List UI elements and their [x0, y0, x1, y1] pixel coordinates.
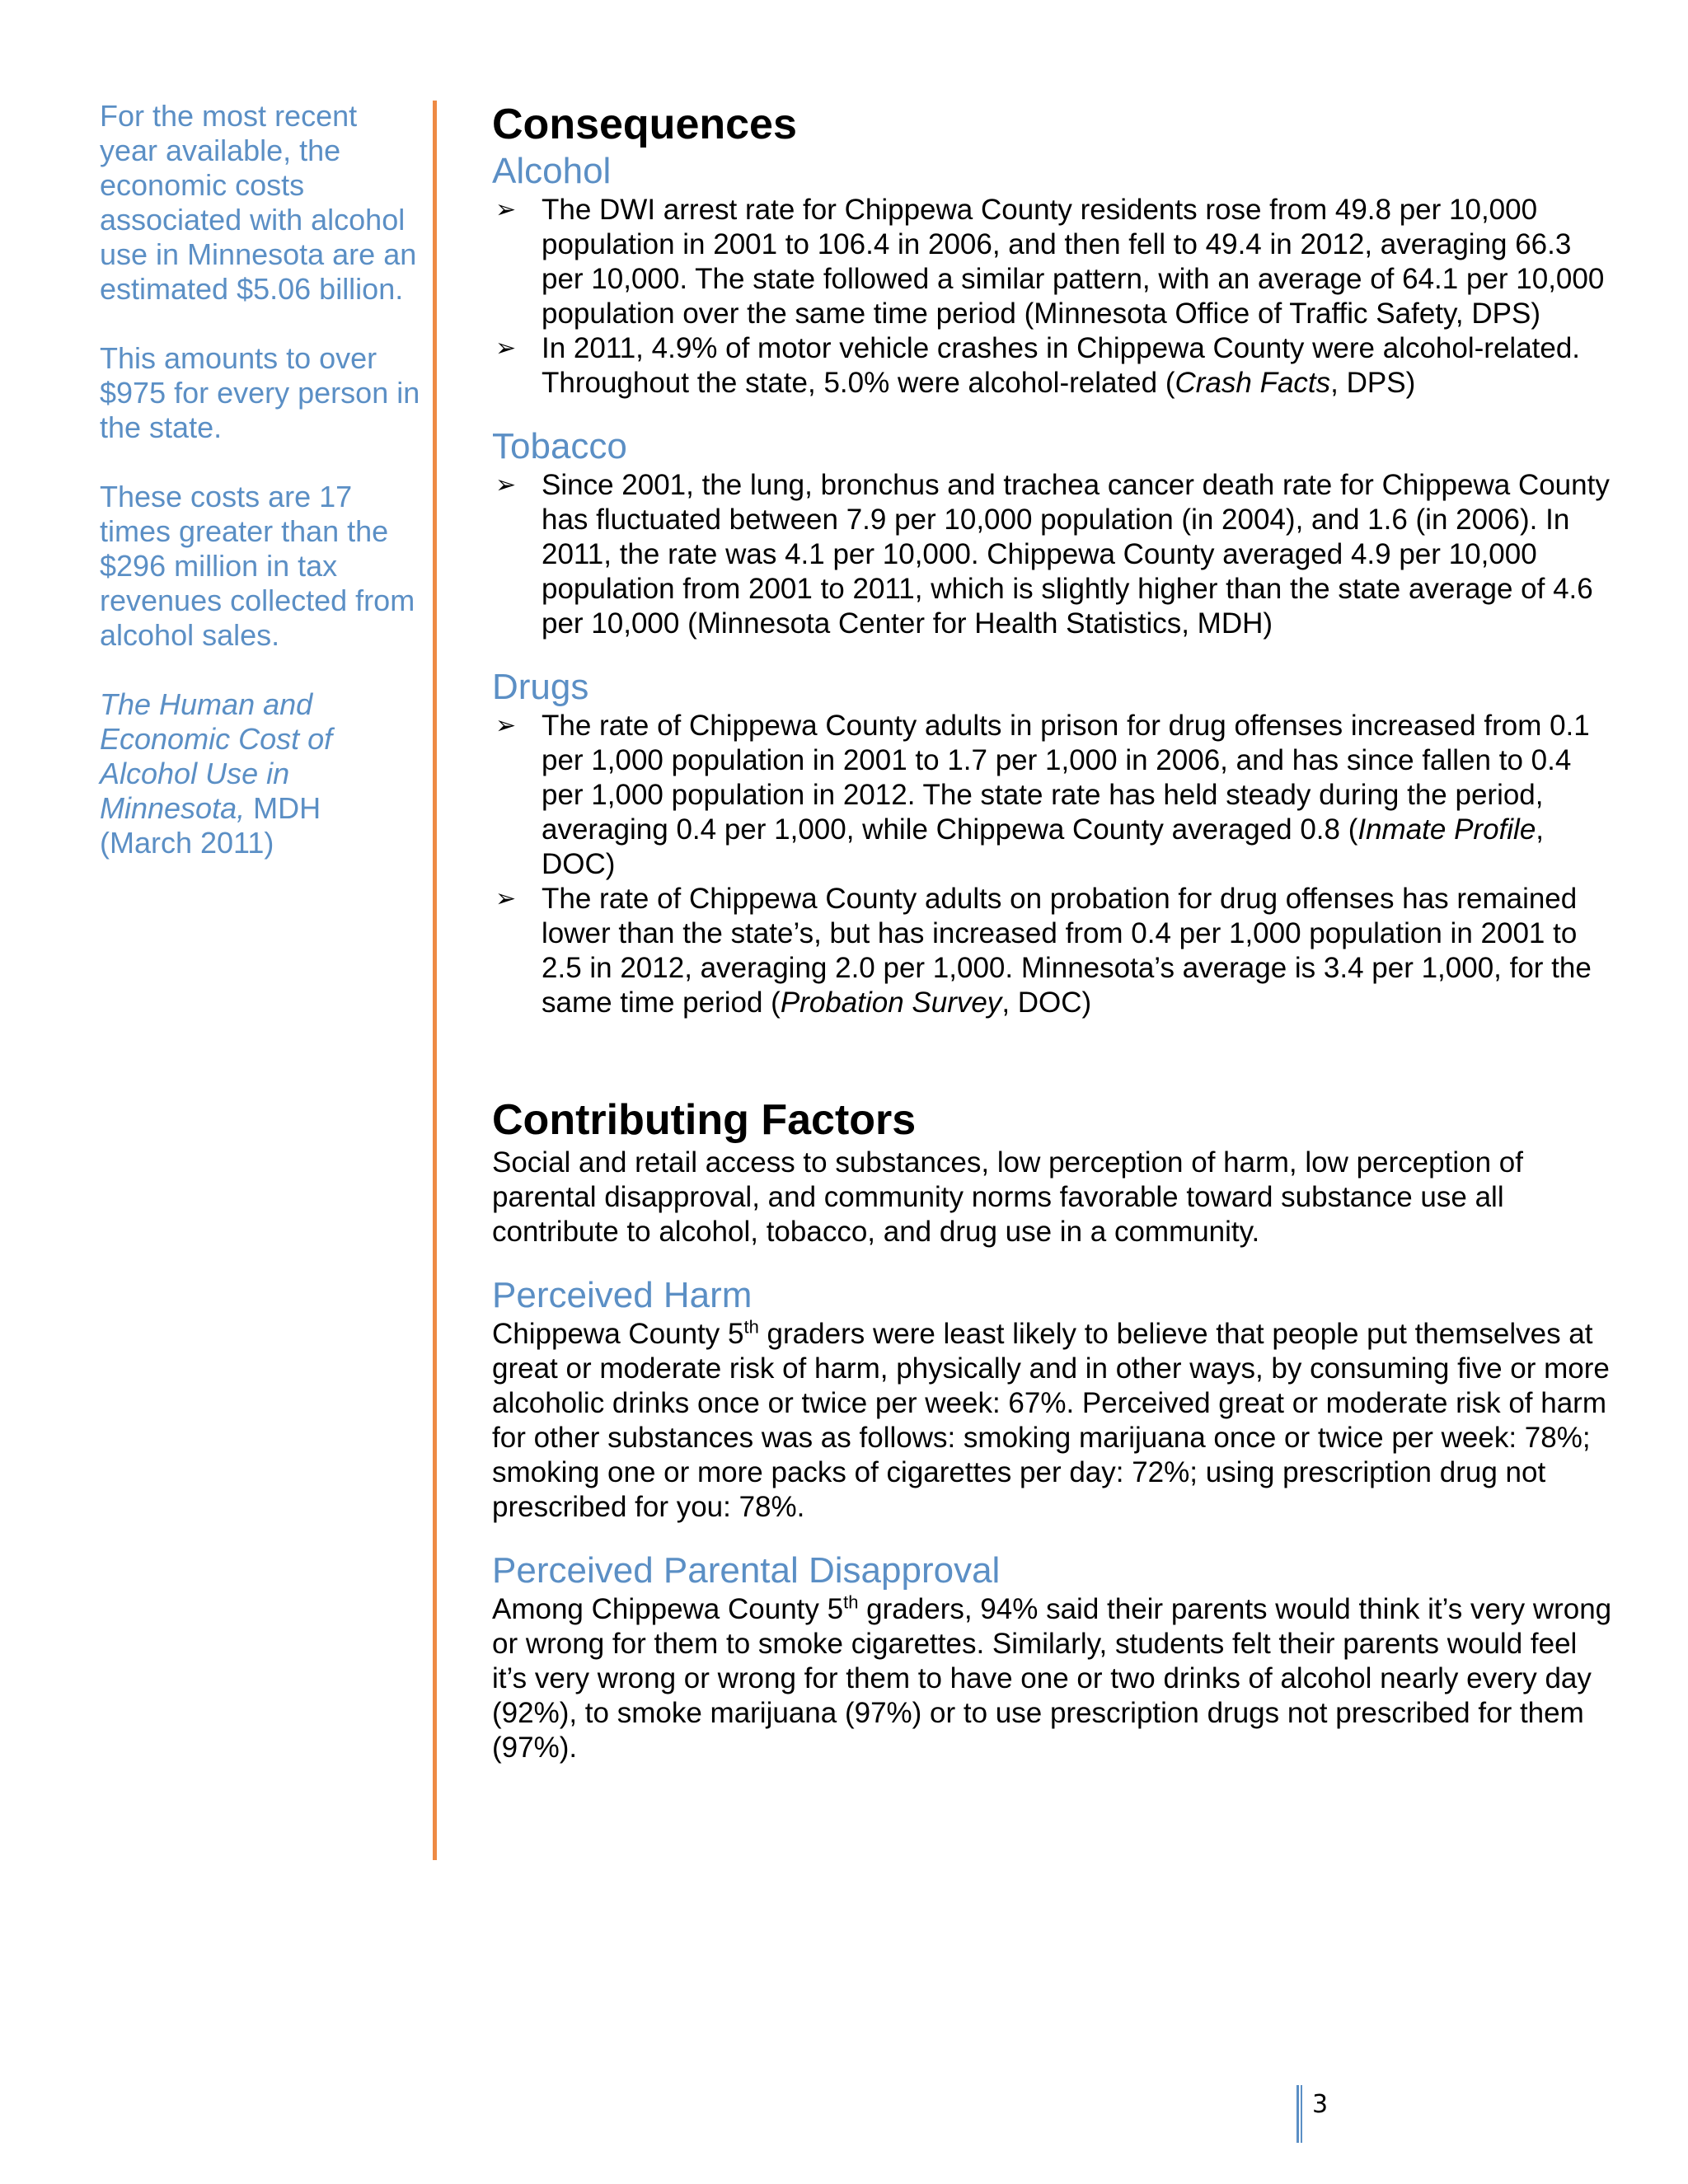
- page-number: 3: [1312, 2090, 1329, 2119]
- arrow-bullet-icon: ➢: [495, 335, 517, 362]
- subheading-perceived-harm: Perceived Harm: [492, 1275, 753, 1315]
- footer-divider: [1296, 2085, 1302, 2143]
- section-title-consequences: Consequences: [492, 101, 797, 148]
- tobacco-bullet-list: [492, 468, 1613, 641]
- sidebar-callout: [100, 99, 421, 895]
- sidebar-paragraph: For the most recent year available, the economic costs associated with alcohol use in Minnesota are an estimated $5.06 billion.: [100, 99, 417, 306]
- parental-disapproval-paragraph: Among Chippewa County 5th graders, 94% said their parents would think it’s very wrong or wrong for them to smoke cigarettes. Similarly, students felt their parents would feel it’s very wrong or wrong for them to have one or two drinks of alcohol nearly every day (92%), to smoke marijuana (97%) or to use prescription drugs not prescribed for them (97%).: [492, 1591, 1612, 1764]
- section-title-contributing-factors: Contributing Factors: [492, 1096, 917, 1144]
- arrow-bullet-icon: ➢: [495, 471, 517, 499]
- list-item: ➢ The rate of Chippewa County adults in prison for drug offenses increased from 0.1 per 1,000 population in 2001 to 1.7 per 1,000 in 2006, and has since fallen to 0.4 per 1,000 population in 2012. The state rate has held steady during the period, averaging 0.4 per 1,000, while Chippewa County averaged 0.8 (Inmate Profile, DOC): [495, 710, 1590, 880]
- drugs-bullet-list: [492, 709, 1613, 1020]
- subheading-perceived-parental-disapproval: Perceived Parental Disapproval: [492, 1550, 1001, 1591]
- arrow-bullet-icon: ➢: [495, 885, 517, 912]
- alcohol-bullet-list: [492, 193, 1613, 401]
- citation-source: MDH (March 2011): [100, 791, 321, 860]
- arrow-bullet-icon: ➢: [495, 196, 517, 223]
- sidebar-paragraph: This amounts to over $975 for every person in the state.: [100, 341, 420, 444]
- sidebar-divider: [433, 101, 437, 1860]
- perceived-harm-paragraph: Chippewa County 5th graders were least likely to believe that people put themselves at great or moderate risk of harm, physically and in other ways, by consuming five or more alcoholic drinks once or twice per week: 67%. Perceived great or moderate risk of harm for other substances was as follows: smoking marijuana once or twice per week: 78%; smoking one or more packs of cigarettes per day: 72%; using prescription drug not prescribed for you: 78%.: [492, 1316, 1610, 1523]
- list-item: ➢ The DWI arrest rate for Chippewa County residents rose from 49.8 per 10,000 population in 2001 to 106.4 in 2006, and then fell to 49.4 in 2012, averaging 66.3 per 10,000. The state followed a similar pattern, with an average of 64.1 per 10,000 population over the same time period (Minnesota Office of Traffic Safety, DPS): [495, 194, 1605, 330]
- list-item: ➢ The rate of Chippewa County adults on probation for drug offenses has remained lower than the state’s, but has increased from 0.4 per 1,000 population in 2001 to 2.5 in 2012, averaging 2.0 per 1,000. Minnesota’s average is 3.4 per 1,000, for the same time period (Probation Survey, DOC): [495, 883, 1592, 1019]
- main-content: [492, 99, 1613, 1765]
- sidebar-citation: [100, 687, 421, 860]
- subheading-tobacco: Tobacco: [492, 426, 627, 466]
- subheading-drugs: Drugs: [492, 667, 589, 707]
- list-item: ➢ In 2011, 4.9% of motor vehicle crashes in Chippewa County were alcohol-related. Throughout the state, 5.0% were alcohol-related (Crash Facts, DPS): [495, 332, 1581, 399]
- list-item: ➢ Since 2001, the lung, bronchus and trachea cancer death rate for Chippewa County has fluctuated between 7.9 per 10,000 population (in 2004), and 1.6 (in 2006). In 2011, the rate was 4.1 per 10,000. Chippewa County averaged 4.9 per 10,000 population from 2001 to 2011, which is slightly higher than the state average of 4.6 per 10,000 (Minnesota Center for Health Statistics, MDH): [495, 469, 1610, 640]
- arrow-bullet-icon: ➢: [495, 712, 517, 739]
- sidebar-paragraph: These costs are 17 times greater than the $296 million in tax revenues collected from alcohol sales.: [100, 480, 415, 652]
- subheading-alcohol: Alcohol: [492, 151, 612, 191]
- contributing-intro: Social and retail access to substances, low perception of harm, low perception of parental disapproval, and community norms favorable toward substance use all contribute to alcohol, tobacco, and drug use in a community.: [492, 1146, 1523, 1248]
- citation-title: The Human and Economic Cost of Alcohol Use in Minnesota,: [100, 687, 333, 825]
